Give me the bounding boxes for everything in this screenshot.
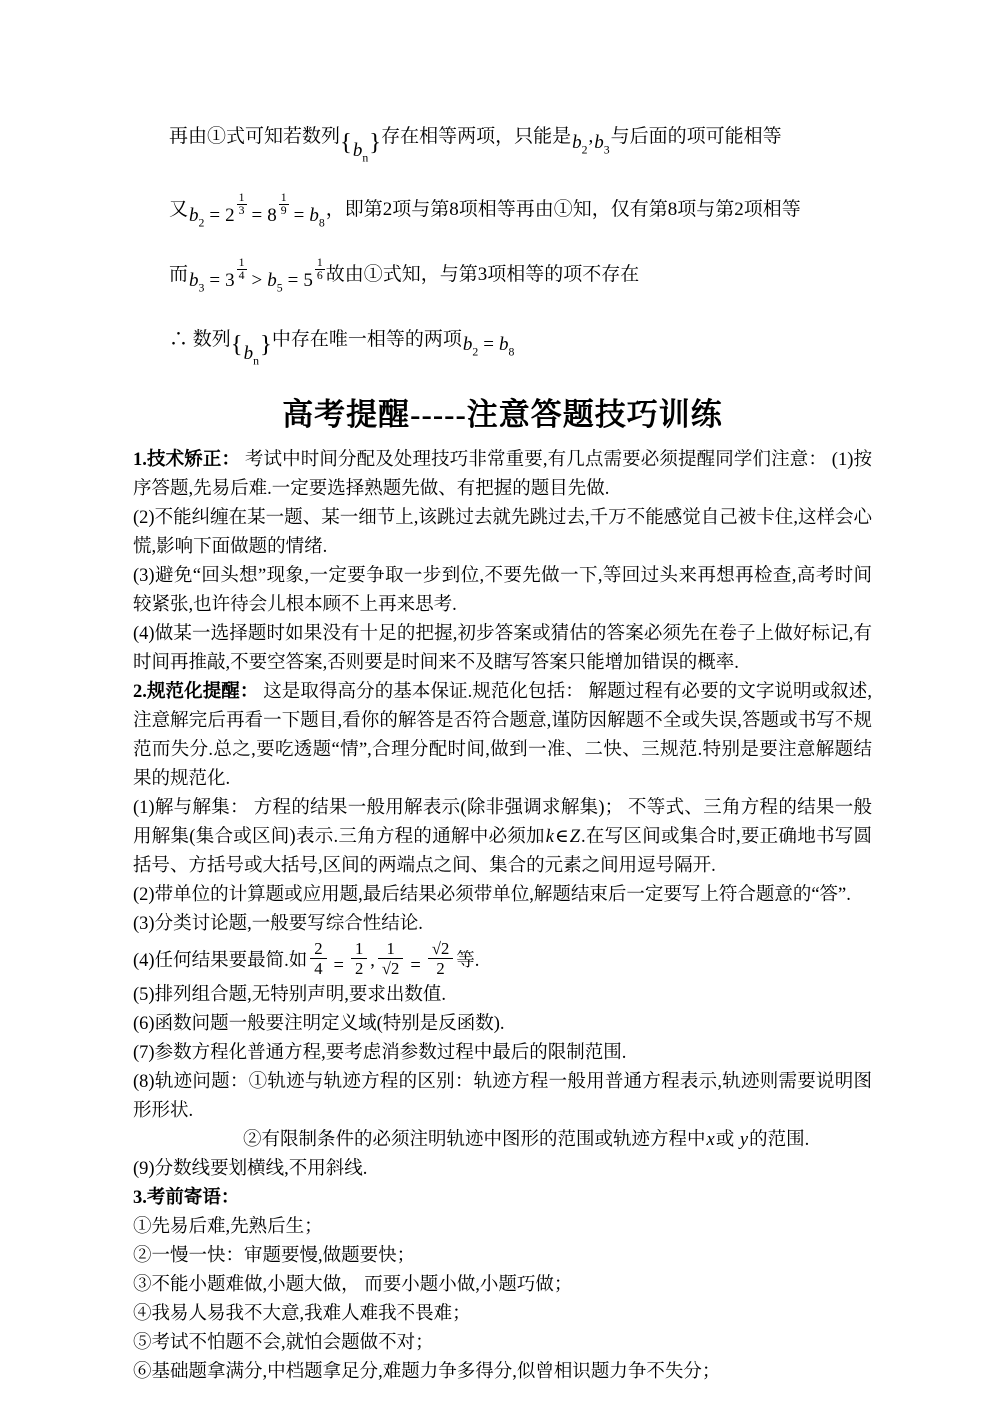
text-run: (4)做某一选择题时如果没有十足的把握,初步答案或猜估的答案必须先在卷子上做好标记,有时间再推敲,不要空答案,否则要是时间来不及瞎写答案只能增加错误的概率.	[133, 623, 872, 673]
fraction: $\frac{1}{2}$	[351, 939, 367, 978]
math-line	[169, 321, 872, 373]
paragraph	[133, 1300, 872, 1329]
math-operator: >	[251, 269, 263, 291]
math-derivation-block	[133, 118, 872, 373]
text-run: ④我易人易我不大意,我难人难我不畏难；	[133, 1304, 471, 1325]
text-run: ∴ 数列	[169, 328, 231, 350]
paragraph	[133, 939, 872, 981]
text-run: ,	[588, 126, 594, 147]
math-variable: $b_5$	[267, 269, 283, 294]
text-run: 等.	[456, 950, 480, 971]
math-variable: $b_8$	[309, 204, 325, 230]
math-operator: =	[287, 269, 299, 291]
paragraph	[133, 881, 872, 910]
text-run: ①先易后难,先熟后生；	[133, 1217, 323, 1238]
math-variable: $b_2$	[189, 204, 205, 230]
math-variable: Z	[569, 826, 581, 847]
text-run: (3)避免“回头想”现象,一定要争取一步到位,不要先做一下,等回过头来再想再检查,高考时间较紧张,也许待会儿根本顾不上再来思考.	[133, 565, 872, 615]
paragraph	[133, 620, 872, 678]
paragraph	[133, 1010, 872, 1039]
text-run: ，即第2项与第8项相等再由①知，仅有第8项与第2项相等	[325, 199, 801, 221]
math-power: 8 $\frac{1}{9}$	[267, 191, 287, 226]
text-run: ⑤考试不怕题不会,就怕会题做不对；	[133, 1333, 434, 1354]
text-run: 而	[169, 263, 189, 285]
text-run: (9)分数线要划横线,不用斜线.	[133, 1159, 368, 1180]
text-run: ②一慢一快：审题要慢,做题要快；	[133, 1246, 416, 1267]
math-variable: x	[706, 1130, 715, 1151]
math-power: 2 $\frac{1}{3}$	[225, 191, 245, 226]
text-run: 这是取得高分的基本保证.规范化包括： 解题过程有必要的文字说明或叙述,注意解完后再看一下题目,看你的解答是否符合题意,谨防因解题不全或失误,答题或书写不规范而失分.总之,要吃透题“情”,合理分配时间,做到一准、二快、三规范.特别是要注意解题结果的规范化.	[133, 681, 872, 789]
section-heading: 1.技术矫正：	[133, 449, 241, 470]
math-operator: =	[410, 956, 421, 977]
text-run: ,	[370, 950, 375, 971]
paragraph	[133, 504, 872, 562]
sequence-notation: $\{b_n\}$	[340, 128, 382, 165]
text-run: (4)任何结果要最简.如	[133, 950, 308, 971]
math-variable: k	[545, 826, 555, 847]
text-run: (5)排列组合题,无特别声明,要求出数值.	[133, 985, 446, 1006]
text-run: 的范围.	[749, 1130, 810, 1151]
text-run: (2)不能纠缠在某一题、某一细节上,该跳过去就先跳过去,千万不能感觉自己被卡住,这样会心慌,影响下面做题的情绪.	[133, 507, 872, 557]
paragraph	[133, 1242, 872, 1271]
math-variable: $b_8$	[499, 334, 515, 359]
text-run: (2)带单位的计算题或应用题,最后结果必须带单位,解题结束后一定要写上符合题意的“答”.	[133, 884, 851, 905]
text-run: (8)轨迹问题：①轨迹与轨迹方程的区别：轨迹方程一般用普通方程表示,轨迹则需要说明图形形状.	[133, 1072, 872, 1122]
fraction: $\frac{1}{√2}$	[378, 939, 403, 978]
text-run: 存在相等两项，只能是	[381, 126, 572, 147]
math-operator: =	[209, 269, 221, 291]
text-run: ∈	[555, 826, 569, 847]
sequence-notation: $\{b_n\}$	[230, 330, 272, 368]
math-variable: $b_2$	[572, 131, 588, 156]
math-operator: =	[251, 204, 263, 226]
paragraph	[133, 910, 872, 939]
math-operator: =	[333, 956, 344, 977]
body-text-block	[133, 446, 872, 1387]
math-power: 3 $\frac{1}{4}$	[225, 255, 245, 291]
text-run: ⑥基础题拿满分,中档题拿足分,难题力争多得分,似曾相识题力争不失分；	[133, 1362, 721, 1383]
paragraph	[133, 1213, 872, 1242]
fraction: $\frac{√2}{2}$	[428, 939, 453, 978]
fraction: $\frac{1}{9}$	[280, 191, 287, 218]
paragraph	[133, 1068, 872, 1126]
math-line	[169, 256, 872, 300]
math-operator: =	[209, 204, 221, 226]
math-line	[169, 118, 872, 170]
math-operator: =	[483, 334, 494, 356]
paragraph	[133, 794, 872, 881]
paragraph	[133, 1126, 872, 1155]
text-run: 或	[715, 1130, 739, 1151]
math-operator: =	[293, 204, 305, 226]
paragraph	[133, 1329, 872, 1358]
text-run: (6)函数问题一般要注明定义域(特别是反函数).	[133, 1014, 505, 1035]
text-run: 与后面的项可能相等	[610, 126, 782, 147]
paragraph	[133, 1039, 872, 1068]
text-run: 又	[169, 199, 189, 221]
text-run: 再由①式可知若数列	[169, 126, 341, 147]
text-run: ②有限制条件的必须注明轨迹中图形的范围或轨迹方程中	[243, 1130, 706, 1151]
text-run: (1)解与解集： 方程的结果一般用解表示(除非强调求解集)； 不等式、三角方程的结果一般用解集(集合或区间)表示.三角方程的通解中必须加	[133, 797, 872, 847]
paragraph	[133, 1271, 872, 1300]
text-run: (7)参数方程化普通方程,要考虑消参数过程中最后的限制范围.	[133, 1043, 627, 1064]
math-variable: $b_2$	[462, 334, 479, 359]
text-run: 故由①式知，与第3项相等的项不存在	[325, 263, 640, 285]
text-run: 中存在唯一相等的两项	[271, 328, 462, 350]
math-variable: $b_3$	[594, 131, 610, 156]
fraction: $\frac{1}{6}$	[316, 255, 323, 283]
text-run: (3)分类讨论题,一般要写综合性结论.	[133, 913, 423, 934]
page-title: 高考提醒-----注意答题技巧训练	[282, 396, 723, 432]
paragraph	[133, 981, 872, 1010]
paragraph	[133, 1155, 872, 1184]
section-heading: 3.考前寄语：	[133, 1188, 240, 1209]
text-run: ③不能小题难做,小题大做， 而要小题小做,小题巧做；	[133, 1275, 573, 1296]
paragraph	[133, 678, 872, 794]
paragraph	[133, 1358, 872, 1387]
section-heading: 2.规范化提醒：	[133, 681, 259, 702]
math-variable: y	[739, 1130, 749, 1151]
math-power: 5 $\frac{1}{6}$	[303, 255, 323, 291]
fraction: $\frac{1}{3}$	[238, 191, 245, 218]
paragraph	[133, 446, 872, 504]
paragraph	[133, 562, 872, 620]
paragraph	[133, 1184, 872, 1213]
text-run: .在写区间或集合时,要正确地书写圆括号、方括号或大括号,区间的两端点之间、集合的元素之间用逗号隔开.	[133, 826, 872, 876]
text-run: 考试中时间分配及处理技巧非常重要,有几点需要必须提醒同学们注意： (1)按序答题,先易后难.一定要选择熟题先做、有把握的题目先做.	[133, 449, 872, 499]
math-line	[169, 191, 872, 235]
fraction: $\frac{1}{4}$	[238, 255, 245, 283]
math-variable: $b_3$	[189, 269, 205, 294]
fraction: $\frac{2}{4}$	[310, 939, 326, 978]
